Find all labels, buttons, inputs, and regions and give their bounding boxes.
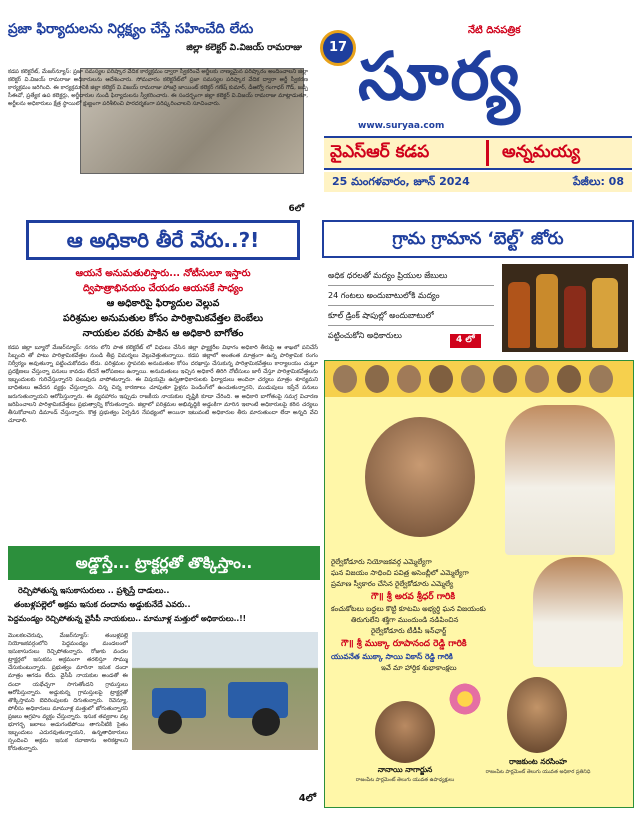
edition-divider bbox=[486, 140, 489, 166]
tractor-story bbox=[8, 546, 320, 808]
edition-bar bbox=[324, 136, 632, 170]
leader-strip bbox=[325, 361, 634, 397]
anniversary-number: 17 bbox=[328, 40, 348, 55]
tractor-body-continued bbox=[8, 754, 320, 804]
leader-face-5 bbox=[461, 365, 485, 393]
bottle-2 bbox=[536, 274, 558, 348]
ad-name-2: గౌ॥ శ్రీ ముక్కా రూపానంద రెడ్డి గారికి bbox=[341, 639, 467, 649]
officer-headline: ఆ అధికారి తీరే వేరు..?! bbox=[66, 228, 260, 252]
ad-name-1: గౌ॥ శ్రీ అరవ శ్రీధర్ గారికి bbox=[371, 592, 456, 602]
tractor-body: మొలకలచెరువు, మేజర్‌న్యూస్: తంబళ్లపల్లె నియోజకవర్గంలోని పెద్దమండ్యం మండలంలో ఇసుకాసురులు రెచ్చిపోతున్నారు. రోజుకు వందల ట్రాక్టర్లలో ఇసుకను అక్రమంగా తరలిస్తూ సొమ్ము చేసుకుంటున్నారు. ప్రభుత్వం మారినా ఇసుక దందా మాత్రం ఆగడం లేదు. వైసీపీ నాయకుల అండతో ఈ దందా యథేచ్ఛగా సాగుతోందని గ్రామస్తులు ఆరోపిస్తున్నారు. అడ్డుకున్న గ్రామస్తులపై ట్రాక్టర్లతో తొక్కిస్తామని బెదిరింపులకు దిగుతున్నారు. రెవెన్యూ, పోలీసు అధికారులు మామూళ్ల మత్తులో జోగుతున్నారని ప్రజలు ఆగ్రహం వ్యక్తం చేస్తున్నారు. ఇసుక తవ్వకాల వల్ల భూగర్భ జలాలు అడుగంటిపోయి తాగునీటికి సైతం ఇబ్బందులు ఎదురవుతున్నాయని, ఉన్నతాధికారులు స్పందించి అక్రమ ఇసుక రవాణాను అరికట్టాలని కోరుతున్నారు. bbox=[8, 633, 128, 753]
flower-decor bbox=[447, 681, 483, 717]
village-line-2: 24 గంటలు అందుబాటులోకి మద్యం bbox=[328, 286, 494, 306]
sponsor-1-portrait bbox=[375, 701, 435, 763]
ad-line-7: యువనేత ముక్కా సాయి వికాస్ రెడ్డి గారికి bbox=[331, 652, 453, 661]
ad-line-5: తిరుగులేని శక్తిగా ముందుండి నడిపించిన bbox=[351, 616, 459, 624]
youth-leader-portrait bbox=[533, 557, 623, 667]
tractor-deck-3: పెద్దమండ్యం రెచ్చిపోతున్న వైసీపీ నాయకులు.. మామూళ్ల మత్తులో అధికారులు..!! bbox=[8, 614, 247, 623]
top-story bbox=[8, 20, 308, 216]
officer-deck-3: ఆ అధికారిపై ఫిర్యాదుల వెల్లువ bbox=[106, 298, 220, 309]
sponsor-2-portrait bbox=[507, 677, 567, 753]
sponsor-1-name: నానాయి నాగార్జున bbox=[377, 765, 433, 774]
ad-text bbox=[331, 557, 531, 674]
edition-left: వైఎస్ఆర్ కడప bbox=[330, 142, 430, 162]
village-line-4: పట్టించుకోని అధికారులు bbox=[328, 331, 402, 340]
masthead bbox=[318, 18, 634, 196]
leader-face-6 bbox=[493, 365, 517, 393]
leader-face-9 bbox=[589, 365, 613, 393]
mla-portrait bbox=[365, 417, 475, 537]
ad-line-4: కంచుకోటలు బద్దలు కొట్టి కూటమి అభ్యర్థి ఘన విజయంకు bbox=[331, 605, 486, 613]
sponsor-2-name: రాజకుంట నరసింహ bbox=[509, 757, 567, 766]
officer-deck-1: ఆయనే అనుమతులిస్తారు... నోటీసులూ ఇస్తారు bbox=[75, 268, 251, 279]
incharge-portrait bbox=[505, 405, 615, 555]
tractor-headline-box bbox=[8, 546, 320, 580]
officer-decks bbox=[8, 266, 318, 341]
village-story bbox=[322, 216, 634, 356]
bottle-3 bbox=[564, 286, 586, 348]
village-line-1: అధిక ధరలతో మద్యం ప్రియుల జేబులు bbox=[328, 266, 494, 286]
issue-date: 25 మంగళవారం, జూన్ 2024 bbox=[332, 175, 470, 188]
top-story-body: కడప కలెక్టరేట్, మేజర్‌న్యూస్: ప్రజా సమస్యల పరిష్కార వేదిక కార్యక్రమం ద్వారా స్వీకరించే అర్జీలకు నాణ్యమైన పరిష్కారం అందించాలని జిల్లా కలెక్టర్ వి.విజయ్ రామరాజు అధికారులను ఆదేశించారు. సోమవారం కలెక్టరేట్‌లో ప్రజా సమస్యల పరిష్కార వేదిక ద్వారా అర్జీ స్వీకరణ కార్యక్రమం జరిగింది. ఈ కార్యక్రమానికి జిల్లా కలెక్టర్ వి.విజయ్ రామరాజు హాజరై జాయింట్ కలెక్టర్ గణేష్ కుమార్, డీఆర్వో గంగాధర్ గౌడ్, జడ్పీ సీఈవో, ప్రత్యేక ఉప కలెక్టర్లు, అర్జీదారుల నుండి ఫిర్యాదులను స్వీకరించారు. ఈ సందర్భంగా జిల్లా కలెక్టర్ వి.విజయ్ రామరాజు మాట్లాడుతూ, అర్జీలను అధికారులు క్షేత్ర స్థాయిలో క్షుణ్ణంగా పరిశీలించి పారదర్శకంగా పరిష్కరించాలని సూచించారు. bbox=[8, 69, 308, 108]
village-headline: గ్రామ గ్రామాన ‘బెల్ట్’ జోరు bbox=[392, 229, 564, 249]
liquor-photo bbox=[502, 264, 628, 352]
congrats-ad bbox=[324, 360, 634, 808]
ad-line-8: ఇవే మా హార్దిక శుభాకాంక్షలు bbox=[381, 664, 457, 672]
edition-right: అన్నమయ్య bbox=[502, 142, 581, 162]
ad-line-3: ప్రమాణ స్వీకారం చేసిన రైల్వేకోడూరు ఎమ్మెల్యే bbox=[331, 580, 454, 588]
officer-deck-5: నాయకుల వరకు పాకిన ఆ అధికారి బాగోతం bbox=[82, 328, 244, 339]
masthead-logo: సూర్య bbox=[358, 37, 522, 115]
officer-deck-4: పరిశ్రమల అనుమతుల కోసం పారిశ్రామికవేత్తల బెంబేలు bbox=[63, 313, 263, 324]
sponsor-2-role: రాజంపేట పార్లమెంట్ తెలుగు యువత అధికార ప్రతినిధి bbox=[485, 769, 591, 775]
ad-line-1: రైల్వేకోడూరు నియోజకవర్గ ఎమ్మెల్యేగా bbox=[331, 558, 432, 566]
ad-line-6: రైల్వేకోడూరు టీడీపీ ఇన్‌ఛార్జ్ bbox=[371, 627, 447, 635]
village-line-3: కూల్ డ్రింక్ షాపుల్లో అందుబాటులో bbox=[328, 306, 494, 326]
tractor-deck-2: తంబళ్లపల్లెలో అక్రమ ఇసుక దందాను అడ్డుకునేదే ఎవరు.. bbox=[14, 600, 191, 609]
village-headline-box bbox=[322, 220, 634, 258]
leader-face-1 bbox=[333, 365, 357, 393]
leader-face-8 bbox=[557, 365, 581, 393]
officer-body: కడప జిల్లా బ్యూరో మేజర్‌న్యూస్: నగరం లోని పాత కలెక్టరేట్ లో విధులు చేసిన జిల్లా ఫ్యాక్టరీల విభాగం అధికారి తీరుపై ఆ శాఖలో పనిచేసే సిబ్బంది తో పాటు పారిశ్రామికవేత్తల నుండి తీవ్ర విమర్శలు వెల్లువెత్తుతున్నాయి. కడప జిల్లాలో అంతంత మాత్రంగా ఉన్న పారిశ్రామిక రంగం నిర్వీర్యం అవుతున్నా పట్టించుకోవడం లేదు. పరిశ్రమల స్థాపనకు అనుమతుల కోసం దరఖాస్తు చేసుకున్న పారిశ్రామికవేత్తలు కార్యాలయం చుట్టూ ప్రదక్షిణలు చేస్తున్నా పనులు కావడం లేదనే ఆరోపణలు ఉన్నాయి. అనుమతులు ఇచ్చిన అధికారే తిరిగి నోటీసులు జారీ చేస్తూ పారిశ్రామికవేత్తలను ఇబ్బందులకు గురిచేస్తున్నారని పలువురు వాపోతున్నారు. ఈ విషయమై ఉన్నతాధికారులకు ఫిర్యాదులు అందినా చర్యలు మాత్రం శూన్యమని బాధితులు ఆవేదన వ్యక్తం చేస్తున్నారు. చిన్న చిన్న కారణాలు చూపుతూ ఫైళ్లను పెండింగ్‌లో ఉంచుతున్నారని, ముడుపులు ఇస్తేనే పనులు జరుగుతున్నాయని ఆరోపిస్తున్నారు. ఈ వ్యవహారం ఇప్పుడు రాజకీయ నాయకుల దృష్టికి కూడా చేరింది. ఆ అధికారి బాగోతంపై సమగ్ర విచారణ జరిపించాలని పారిశ్రామికవేత్తలు ప్రభుత్వాన్ని కోరుతున్నారు. జిల్లాలో పరిశ్రమల అభివృద్ధికి అడ్డంకిగా మారిన ఇలాంటి అధికారులపై కఠిన చర్యలు తీసుకోవాలని డిమాండ్ చేస్తున్నారు. కొత్త ప్రభుత్వం ఏర్పడిన నేపథ్యంలో అయినా ఇటువంటి అధికారుల తీరు మారుతుందా లేదా అన్నది వేచి చూడాలి. bbox=[8, 345, 318, 424]
leader-face-3 bbox=[397, 365, 421, 393]
page-count: పేజీలు: 08 bbox=[572, 175, 624, 188]
village-continue: 4 లో bbox=[450, 334, 481, 348]
date-bar bbox=[324, 172, 632, 192]
tractor-wheel-1 bbox=[158, 710, 182, 734]
leader-face-7 bbox=[525, 365, 549, 393]
tractor-wheel-2 bbox=[252, 708, 280, 736]
masthead-tagline: నేటి దినపత్రిక bbox=[468, 25, 521, 36]
leader-face-2 bbox=[365, 365, 389, 393]
bottle-1 bbox=[508, 282, 530, 348]
top-story-continue: 6లో bbox=[288, 204, 304, 214]
top-story-headline: ప్రజా ఫిర్యాదులను నిర్లక్ష్యం చేస్తే సహించేది లేదు bbox=[8, 21, 254, 37]
officer-headline-box bbox=[26, 220, 300, 260]
tractor-headline: అడ్డొస్తే... ట్రాక్టర్లతో తొక్కిస్తాం.. bbox=[75, 554, 253, 572]
tractor-deck-1: రెచ్చిపోతున్న ఇసుకాసురులు .. ప్రశ్నిస్తే దాడులు.. bbox=[18, 586, 170, 595]
tractor-photo bbox=[132, 632, 318, 750]
officer-deck-2: ద్విపాత్రాభినయం చేయడం ఆయనకే సాధ్యం bbox=[82, 283, 244, 294]
officer-story bbox=[8, 216, 318, 544]
bottle-4 bbox=[592, 278, 618, 348]
anniversary-badge bbox=[320, 30, 356, 66]
top-story-subhead: జిల్లా కలెక్టర్ వి.విజయ్ రామరాజు bbox=[186, 43, 302, 53]
ad-line-2: ఘన విజయం సాధించి పవిత్ర అసెంబ్లీలో ఎమ్మెల్యేగా bbox=[331, 569, 469, 577]
sponsor-1-role: రాజంపేట పార్లమెంట్ తెలుగు యువత ఉపాధ్యక్షులు bbox=[355, 777, 455, 783]
leader-face-4 bbox=[429, 365, 453, 393]
tractor-continue: 4లో bbox=[298, 793, 316, 804]
masthead-website: www.suryaa.com bbox=[358, 121, 445, 131]
